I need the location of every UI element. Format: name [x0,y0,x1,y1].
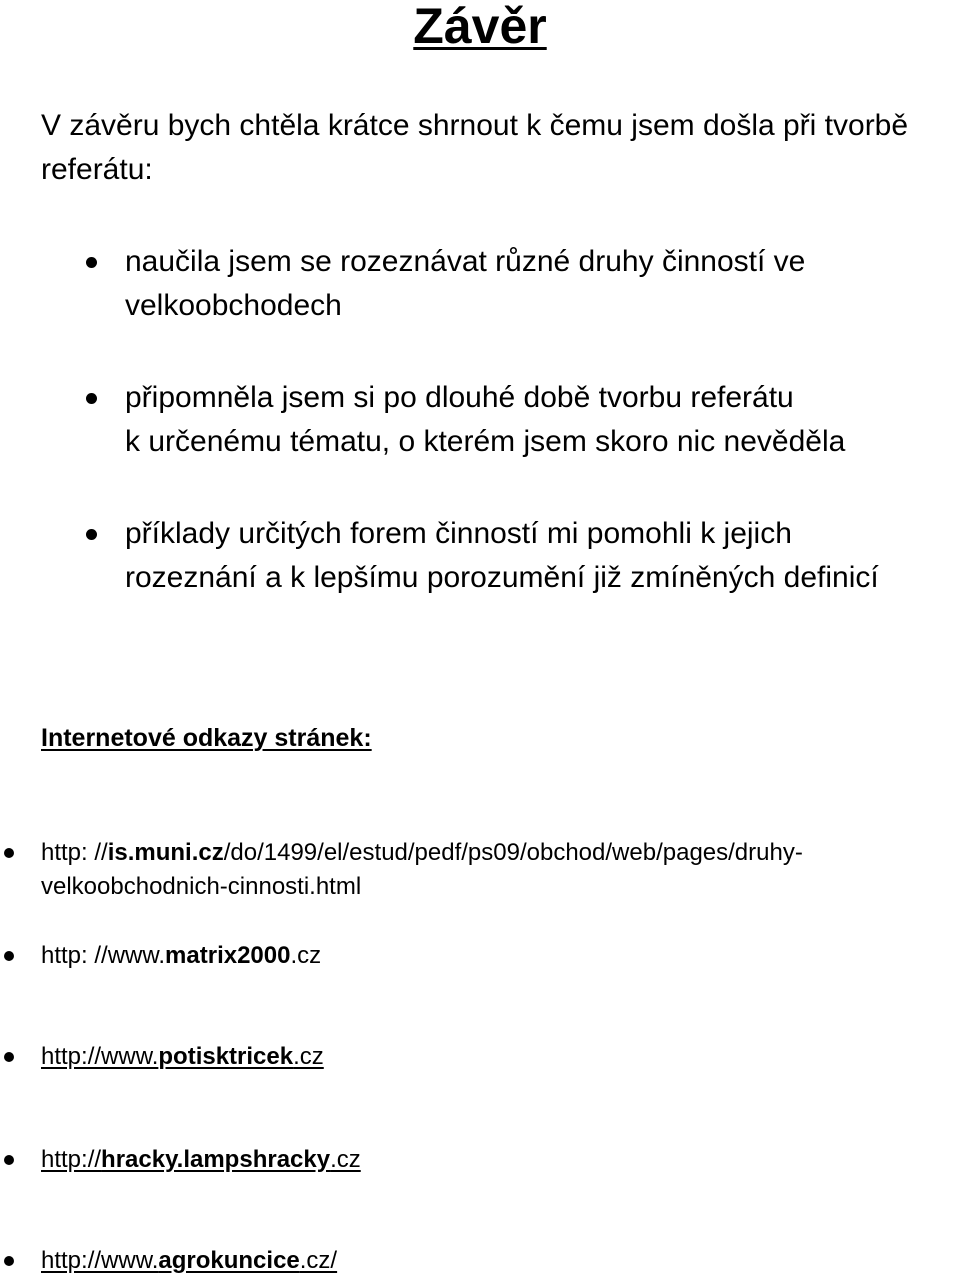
summary-item-line: k určenému tématu, o kterém jsem skoro nic nevěděla [125,425,846,458]
bullet-icon [4,848,14,858]
link-agrokuncice[interactable]: http://www.agrokuncice.cz/ [41,1247,338,1274]
bullet-icon [4,1052,14,1062]
summary-item [125,240,955,328]
link-matrix2000[interactable]: http: //www.matrix2000.cz [41,942,322,969]
intro-paragraph: V závěru bych chtěla krátce shrnout k čemu jsem došla při tvorbě referátu: [41,109,909,186]
summary-item-line: naučila jsem se rozeznávat různé druhy činností ve [125,245,806,278]
bullet-icon [4,951,14,961]
links-heading: Internetové odkazy stránek: [41,724,372,752]
summary-item-line: velkoobchodech [125,289,342,322]
summary-item-line: rozeznání a k lepšímu porozumění již zmíněných definicí [125,561,879,594]
summary-item [125,512,955,600]
summary-item-line: příklady určitých forem činností mi pomohli k jejich [125,517,792,550]
link-hracky-lampshracky[interactable]: http://hracky.lampshracky.cz [41,1146,361,1173]
bullet-icon [4,1155,14,1165]
page-title: Závěr [413,0,547,54]
link-potisktricek[interactable]: http://www.potisktricek.cz [41,1043,324,1070]
bullet-icon [86,393,97,404]
bullet-icon [86,529,97,540]
link-is-muni[interactable]: http: //is.muni.cz/do/1499/el/estud/pedf/ps09/obchod/web/pages/druhy- velkoobchodnich-cinnosti.html [41,839,803,900]
summary-item-line: připomněla jsem si po dlouhé době tvorbu referátu [125,381,794,414]
bullet-icon [86,257,97,268]
summary-item [125,376,955,464]
bullet-icon [4,1256,14,1266]
